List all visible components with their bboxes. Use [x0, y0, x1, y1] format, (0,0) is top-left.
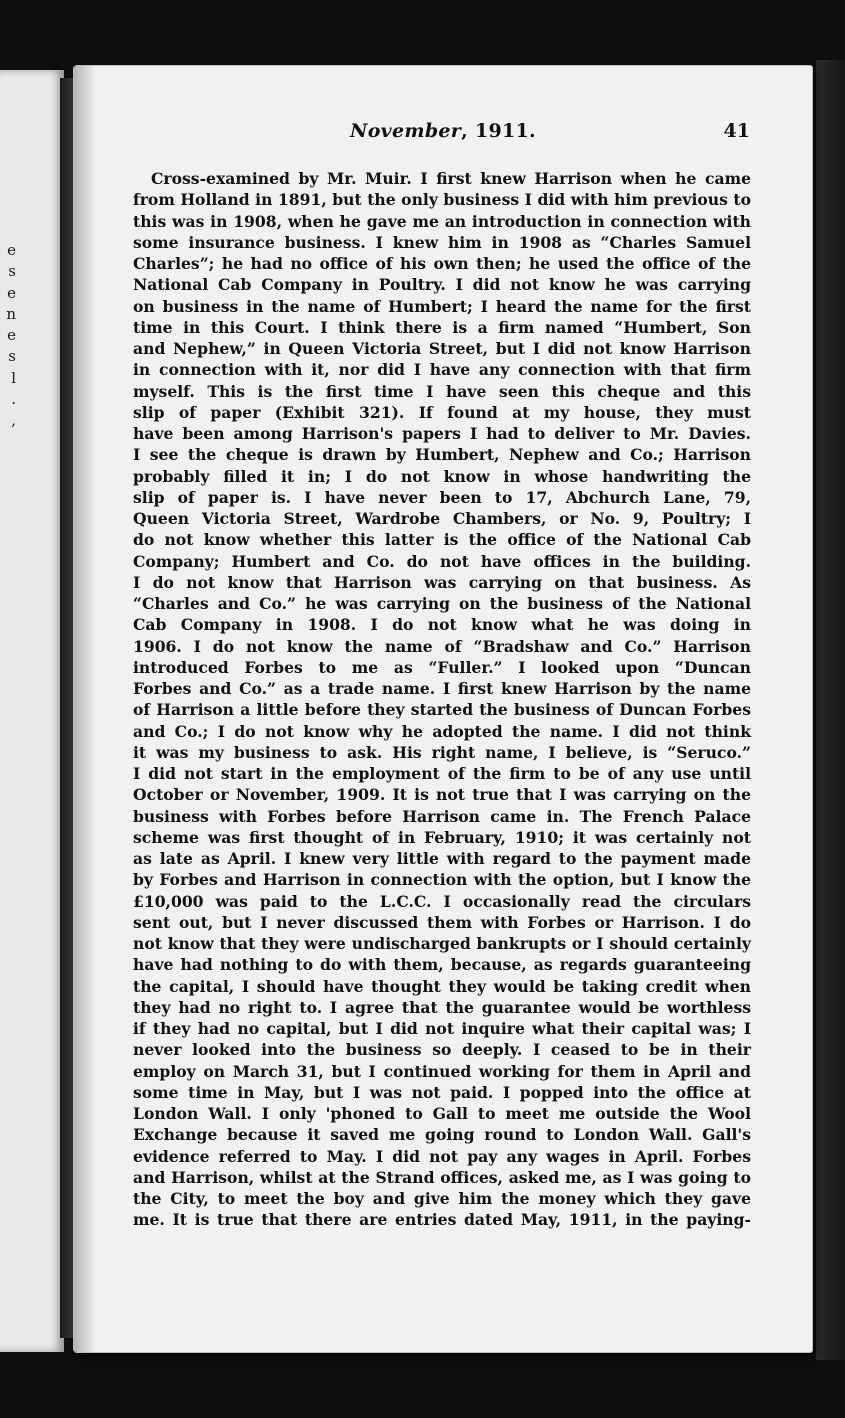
left-fragment: , — [11, 411, 16, 430]
left-fragment: s — [8, 262, 16, 281]
text-line: £10,000 was paid to the L.C.C. I occasionally read the circulars — [133, 891, 751, 911]
text-line: I did not start in the employment of the firm to be of any use until — [133, 764, 751, 783]
text-line: London Wall. I only 'phoned to Gall to meet me outside the Wool — [133, 1104, 751, 1123]
text-line: this was in 1908, when he gave me an introduction in connection with — [133, 211, 751, 231]
text-line: some insurance business. I knew him in 1908 as “Charles Samuel — [133, 232, 751, 252]
text-line: have had nothing to do with them, because, as regards guaranteeing — [133, 955, 751, 975]
text-line: employ on March 31, but I continued working for them in April and — [133, 1061, 751, 1081]
running-head-year: , 1911. — [461, 120, 536, 142]
left-fragment: . — [11, 390, 16, 409]
text-line: never looked into the business so deeply. I ceased to be in their — [133, 1040, 751, 1060]
text-line: if they had no capital, but I did not inquire what their capital was; I — [133, 1019, 751, 1038]
text-line: scheme was first thought of in February, 1910; it was certainly not — [133, 827, 751, 847]
text-line: on business in the name of Humbert; I heard the name for the first — [133, 296, 751, 316]
text-line: Exchange because it saved me going round to London Wall. Gall's — [133, 1125, 751, 1145]
text-line: introduced Forbes to me as “Fuller.” I looked upon “Duncan — [133, 657, 751, 677]
text-line: “Charles and Co.” he was carrying on the business of the National — [133, 594, 751, 613]
text-line: me. It is true that there are entries dated May, 1911, in the paying- — [133, 1210, 751, 1230]
text-line: time in this Court. I think there is a firm named “Humbert, Son — [133, 317, 751, 337]
text-line: business with Forbes before Harrison came in. The French Palace — [133, 806, 751, 826]
running-head — [74, 120, 812, 142]
text-line: sent out, but I never discussed them with Forbes or Harrison. I do — [133, 912, 751, 932]
page-number: 41 — [723, 120, 750, 142]
text-line: have been among Harrison's papers I had to deliver to Mr. Davies. — [133, 424, 751, 443]
text-line: slip of paper is. I have never been to 17, Abchurch Lane, 79, — [133, 487, 751, 507]
text-line: Queen Victoria Street, Wardrobe Chambers, or No. 9, Poultry; I — [133, 509, 751, 528]
text-line: not know that they were undischarged bankrupts or I should certainly — [133, 934, 751, 953]
left-fragment: l — [11, 368, 16, 387]
left-fragment: e — [7, 241, 16, 259]
left-page-edge — [0, 70, 64, 1352]
left-fragment: e — [7, 283, 16, 302]
text-line: the City, to meet the boy and give him the money which they gave — [133, 1189, 751, 1208]
body-paragraph — [133, 168, 751, 1231]
page-header — [74, 120, 812, 148]
text-line: as late as April. I knew very little with regard to the payment made — [133, 849, 751, 868]
text-line: probably filled it in; I do not know in whose handwriting the — [133, 466, 751, 486]
text-line: evidence referred to May. I did not pay any wages in April. Forbes — [133, 1146, 751, 1166]
text-line: slip of paper (Exhibit 321). If found at my house, they must — [133, 402, 751, 422]
left-fragment: n — [6, 304, 16, 323]
text-line: by Forbes and Harrison in connection with the option, but I know the — [133, 870, 751, 890]
running-head-month: November — [350, 120, 462, 142]
text-line: and Co.; I do not know why he adopted the name. I did not think — [133, 721, 751, 741]
text-line: National Cab Company in Poultry. I did not know he was carrying — [133, 275, 751, 295]
text-line: Forbes and Co.” as a trade name. I first knew Harrison by the name — [133, 679, 751, 698]
text-line: some time in May, but I was not paid. I popped into the office at — [133, 1082, 751, 1102]
text-line: in connection with it, nor did I have any connection with that firm — [133, 360, 751, 380]
left-page-text-fragments — [0, 240, 16, 432]
text-line: I do not know that Harrison was carrying on that business. As — [133, 572, 751, 592]
text-line: do not know whether this latter is the office of the National Cab — [133, 530, 751, 550]
text-line: of Harrison a little before they started the business of Duncan Forbes — [133, 700, 751, 720]
text-line: Company; Humbert and Co. do not have offices in the building. — [133, 551, 751, 571]
text-line: I see the cheque is drawn by Humbert, Nephew and Co.; Harrison — [133, 445, 751, 465]
text-line: October or November, 1909. It is not true that I was carrying on the — [133, 785, 751, 805]
text-line: and Nephew,” in Queen Victoria Street, but I did not know Harrison — [133, 339, 751, 358]
text-line: from Holland in 1891, but the only business I did with him previous to — [133, 190, 751, 210]
left-fragment: s — [8, 347, 16, 366]
text-line: the capital, I should have thought they would be taking credit when — [133, 976, 751, 996]
text-line: Cross-examined by Mr. Muir. I first knew Harrison when he came — [151, 169, 751, 188]
right-page-edge-shadow — [816, 60, 845, 1360]
left-fragment: e — [7, 326, 16, 345]
text-line: they had no right to. I agree that the guarantee would be worthless — [133, 997, 751, 1017]
text-line: and Harrison, whilst at the Strand offices, asked me, as I was going to — [133, 1167, 751, 1187]
text-line: myself. This is the first time I have seen this cheque and this — [133, 381, 751, 401]
text-line: Cab Company in 1908. I do not know what he was doing in — [133, 615, 751, 635]
text-line: 1906. I do not know the name of “Bradshaw and Co.” Harrison — [133, 636, 751, 656]
text-line: Charles”; he had no office of his own then; he used the office of the — [133, 254, 751, 273]
text-line: it was my business to ask. His right name, I believe, is “Seruco.” — [133, 742, 751, 762]
